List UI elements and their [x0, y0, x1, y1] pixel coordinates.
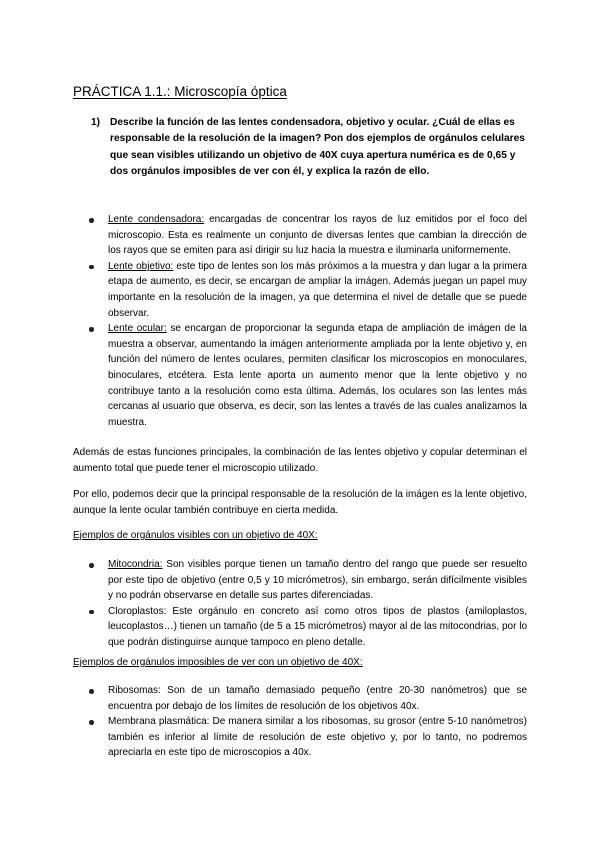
list-item-membrana	[108, 714, 527, 761]
lens-list	[108, 212, 527, 430]
invisible-list	[108, 683, 527, 761]
question-1	[91, 115, 531, 180]
page-title: PRÁCTICA 1.1.: Microscopía óptica	[73, 84, 287, 99]
term-label: Cloroplastos:	[108, 605, 167, 617]
question-number: 1)	[91, 117, 101, 128]
question-text: Describe la función de las lentes condensadora, objetivo y ocular. ¿Cuál de ellas es responsable de la resolución de la imagen? Pon dos ejemplos de orgánulos celulares que sean visibles utilizando un objetivo de 40X cuya apertura numérica es de 0,65 y dos orgánulos imposibles de ver con él, y explica la razón de ello.	[110, 117, 525, 177]
list-item-ocular	[108, 321, 527, 430]
item-text: De manera similar a los ribosomas, su grosor (entre 5-10 nanómetros) también es inferior al límite de resolución de este objetivo y, por lo tanto, no podremos apreciarla en este tipo de microscopios a 40x.	[108, 716, 528, 759]
list-item-mitocondria	[108, 557, 527, 604]
paragraph-aumento-total: Además de estas funciones principales, la combinación de las lentes objetivo y copular determinan el aumento total que puede tener el microscopio utilizado.	[73, 447, 527, 474]
term-label: Lente ocular:	[108, 323, 167, 335]
term-label: Mitocondria:	[108, 559, 163, 570]
term-label: Ribosomas:	[108, 685, 161, 696]
item-text: este tipo de lentes son los más próximos a la muestra y dan lugar a la primera etapa de aumento, es decir, se encargan de ampliar la imágen. Además juegan un papel muy importante en la resolución de la imagen, ya que determina el nivel de detalle que se puede observar.	[108, 260, 527, 319]
paragraph-resolucion: Por ello, podemos decir que la principal responsable de la resolución de la imágen es la lente objetivo, aunque la lente ocular también contribuye en cierta medida.	[73, 489, 527, 516]
item-text: Son de un tamaño demasiado pequeño (entre 20-30 nanómetros) que se encuentra por debajo de los límites de resolución de los objetivos 40x.	[108, 685, 527, 712]
list-item-condensadora	[108, 212, 527, 259]
list-item-ribosomas	[108, 683, 527, 714]
bullet-icon	[89, 327, 94, 332]
list-item-cloroplastos	[108, 604, 527, 651]
visible-list	[108, 557, 527, 651]
visible-heading: Ejemplos de orgánulos visibles con un objetivo de 40X:	[73, 530, 318, 541]
item-text: Este orgánulo en concreto así como otros tipos de plastos (amiloplastos, leucoplastos…) tienen un tamaño (de 5 a 15 micrómetros) mayor al de las mitocondrias, por lo que podrán distinguirse aunque tampoco en pleno detalle.	[108, 605, 527, 648]
item-text: se encargan de proporcionar la segunda etapa de ampliación de imágen de la muestra a observar, aumentando la imágen anteriormente ampliada por la lente objetivo y, en función del número de lentes oculares, permiten clasificar los microscopios en monoculares, binoculares, etcétera. Esta lente aporta un aumento menor que la lente objetivo y no contribuye tanto a la resolución como esta última. Además, los oculares son las lentes más cercanas al usuario que observa, es decir, son las lentes a través de las cuales analizamos la muestra.	[108, 323, 527, 428]
term-label: Membrana plasmática:	[108, 716, 210, 728]
bullet-icon	[89, 563, 94, 568]
bullet-icon	[89, 218, 94, 223]
bullet-icon	[89, 265, 94, 270]
bullet-icon	[89, 689, 94, 694]
item-text: encargadas de concentrar los rayos de luz emitidos por el foco del microscopio. Esta es realmente un conjunto de diversas lentes que cambian la dirección de los rayos que se emiten para así dirigir su luz hacia la muestra e iluminarla uniformemente.	[108, 214, 527, 257]
list-item-objetivo	[108, 259, 527, 321]
term-label: Lente objetivo:	[108, 260, 174, 272]
bullet-icon	[89, 610, 94, 615]
invisible-heading: Ejemplos de orgánulos imposibles de ver con un objetivo de 40X:	[73, 657, 363, 668]
bullet-icon	[89, 720, 94, 725]
term-label: Lente condensadora:	[108, 214, 205, 225]
item-text: Son visibles porque tienen un tamaño dentro del rango que puede ser resuelto por este tipo de objetivo (entre 0,5 y 10 micrómetros), sin embargo, serán difícilmente visibles y no podrán observarse en detalle sus partes diferenciadas.	[108, 559, 527, 602]
